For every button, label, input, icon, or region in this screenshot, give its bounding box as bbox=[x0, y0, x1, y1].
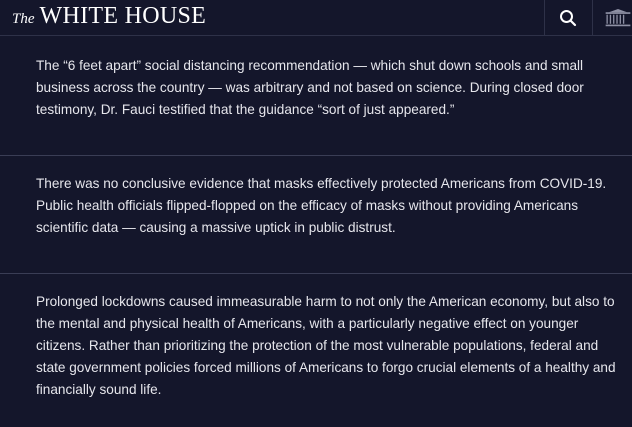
section-divider bbox=[0, 155, 632, 156]
white-house-building-icon bbox=[604, 7, 632, 29]
logo-name-text: WHITE HOUSE bbox=[39, 3, 207, 29]
logo-the-text: The bbox=[12, 11, 35, 27]
white-house-menu-button[interactable] bbox=[604, 0, 632, 36]
site-header bbox=[0, 0, 632, 36]
section-divider bbox=[0, 273, 632, 274]
content-paragraph-masks: There was no conclusive evidence that masks effectively protected Americans from COVID-19. Public health officials flipped-flopped on the efficacy of masks without providing Americans scientific data — causing a massive uptick in public distrust. bbox=[36, 176, 607, 235]
header-divider bbox=[592, 0, 593, 36]
content-paragraph-lockdowns: Prolonged lockdowns caused immeasurable harm to not only the American economy, but also to the mental and physical health of Americans, with a particularly negative effect on younger citizens. Rather than prioritizing the protection of the most vulnerable populations, federal and state government policies forced millions of Americans to forgo crucial elements of a healthy and financially sound life. bbox=[36, 294, 616, 397]
search-button[interactable] bbox=[545, 0, 591, 36]
site-logo[interactable] bbox=[12, 3, 206, 30]
content-paragraph-distancing: The “6 feet apart” social distancing recommendation — which shut down schools and small business across the country — was arbitrary and not based on science. During closed door testimony, Dr. Fauci testified that the guidance “sort of just appeared.” bbox=[36, 58, 584, 117]
search-icon bbox=[559, 9, 577, 27]
